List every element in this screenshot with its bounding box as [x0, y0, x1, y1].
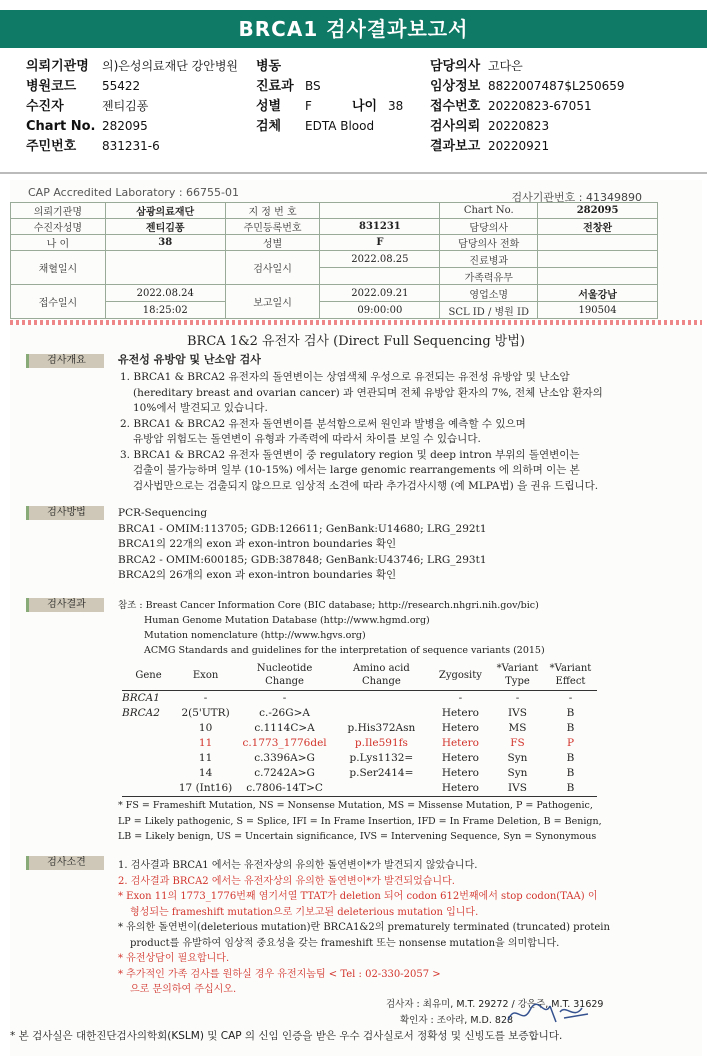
info-cell: 진료병과: [440, 251, 538, 268]
header-field-value: 젠티김퐁: [102, 99, 149, 113]
info-cell: 검사일시: [225, 251, 320, 285]
info-cell: 주민등록번호: [225, 219, 320, 235]
info-cell: 담당의사 전화: [440, 235, 538, 251]
header-field-label: 검체: [256, 119, 282, 134]
info-cell: 282095: [538, 203, 658, 219]
section-method-head: 검사방법: [26, 506, 104, 520]
finding-line: 형성되는 frameshift mutation으로 기보고된 deleterious mutation 입니다.: [130, 906, 479, 918]
info-cell: 담당의사: [440, 219, 538, 235]
info-cell: 2022.08.24: [105, 285, 225, 302]
header-field-value: 38: [388, 99, 404, 113]
table-cell: c.3396A>G: [254, 752, 315, 764]
table-cell: B: [544, 781, 597, 797]
header-field-value: 20220823-67051: [488, 99, 592, 113]
header-field-value: F: [305, 99, 312, 113]
legend-line: LP = Likely pathogenic, S = Splice, IFI = In Frame Insertion, IFD = In Frame Deletion, B = Benign,: [118, 815, 602, 827]
info-cell: 가족력유무: [440, 268, 538, 285]
header-field-value: EDTA Blood: [305, 119, 375, 133]
info-cell: [538, 268, 658, 285]
header-field-label: 진료과: [256, 79, 294, 94]
table-cell: FS: [510, 737, 525, 749]
method-line: BRCA2의 26개의 exon 과 exon-intron boundaries 확인: [118, 569, 397, 581]
header-field-label: 주민번호: [26, 139, 77, 154]
info-cell: 09:00:00: [320, 302, 440, 319]
table-row: [122, 766, 597, 781]
info-cell: 접수일시: [11, 285, 106, 319]
finding-line: * Exon 11의 1773_1776번째 염기서열 TTAT가 deletion 되어 codon 612번째에서 stop codon(TAA) 이: [118, 891, 598, 902]
table-cell: IVS: [491, 781, 544, 797]
table-cell: Hetero: [441, 767, 479, 779]
table-cell: p.His372Asn: [347, 722, 416, 734]
reference-line: ACMG Standards and guidelines for the interpretation of sequence variants (2015): [144, 645, 545, 656]
info-cell: 서울강남: [538, 285, 658, 302]
table-cell: 10: [198, 722, 213, 734]
report-title: BRCA1 검사결과보고서: [0, 10, 707, 48]
table-cell: BRCA2: [122, 707, 160, 719]
table-cell: [333, 706, 430, 721]
table-cell: [333, 781, 430, 797]
header-field-value: 고다은: [488, 59, 523, 73]
table-cell: -: [458, 692, 463, 704]
header-field-value: 55422: [102, 79, 141, 93]
info-cell: Chart No.: [440, 203, 538, 219]
overview-line: 유방암 위험도는 돌연변이 유형과 가족력에 따라서 차이를 보일 수 있습니다.: [133, 433, 481, 445]
overview-title: 유전성 유방암 및 난소암 검사: [118, 353, 261, 366]
cap-accreditation: CAP Accredited Laboratory : 66755-01: [28, 186, 239, 199]
header-field-label: 담당의사: [430, 59, 481, 74]
overview-line: 검사법만으로는 검출되지 않으므로 임상적 소견에 따라 추가검사시행 (예 MLPA법) 을 권유 드립니다.: [133, 479, 599, 492]
table-cell: [122, 766, 175, 781]
table-cell: 11: [198, 752, 213, 764]
info-cell: [538, 235, 658, 251]
section-findings-head: 검사소견: [26, 856, 104, 870]
table-row: [122, 706, 597, 721]
col-header: Amino acid Change: [333, 660, 430, 691]
table-cell: [122, 781, 175, 797]
header-field-value: 의)은성의료재단 강안병원: [102, 59, 239, 73]
info-cell: 831231: [320, 219, 440, 235]
col-header: Nucleotide Change: [236, 660, 333, 691]
table-cell: Hetero: [441, 722, 479, 734]
method-line: BRCA1의 22개의 exon 과 exon-intron boundaries 확인: [118, 538, 397, 550]
table-cell: B: [566, 767, 575, 779]
overview-line: (hereditary breast and ovarian cancer) 과 연관되며 전체 유방암 환자의 7%, 전체 난소암 환자의: [133, 386, 603, 399]
table-cell: [122, 751, 175, 766]
table-cell: MS: [508, 722, 527, 734]
header-field-label: 병동: [256, 59, 282, 74]
section-result-head: 검사결과: [26, 598, 104, 612]
divider: [0, 172, 707, 174]
table-cell: 17 (Int16): [175, 781, 236, 797]
legend-line: * FS = Frameshift Mutation, NS = Nonsense Mutation, MS = Missense Mutation, P = Pathogenic,: [118, 800, 593, 811]
table-cell: c.1114C>A: [254, 722, 315, 734]
confirmer-name: 확인자 : 조아라, M.D. 828: [400, 1015, 514, 1026]
table-cell: B: [566, 707, 575, 719]
info-cell: 삼광의료재단: [105, 203, 225, 219]
finding-line: 1. 검사결과 BRCA1 에서는 유전자상의 유의한 돌연변이*가 발견되지 않았습니다.: [118, 860, 478, 871]
section-overview-head: 검사개요: [26, 354, 104, 368]
table-row: [122, 721, 597, 736]
variant-table: [122, 660, 597, 797]
table-cell: 11: [198, 737, 213, 749]
table-row: [122, 751, 597, 766]
finding-line: 2. 검사결과 BRCA2 에서는 유전자상의 유의한 돌연변이*가 발견되었습니다.: [118, 875, 455, 887]
header-field-label: 임상정보: [430, 79, 481, 94]
table-cell: -: [568, 692, 573, 704]
info-cell: 채혈일시: [11, 251, 106, 285]
table-row: [122, 736, 597, 751]
test-title-main: BRCA 1&2 유전자 검사: [187, 334, 329, 349]
table-cell: Syn: [507, 752, 528, 764]
header-field-label: 수진자: [26, 99, 64, 114]
header-field-label: 성별: [256, 99, 282, 114]
table-cell: Syn: [507, 767, 528, 779]
info-cell: [538, 251, 658, 268]
finding-line: product를 유발하여 임상적 중요성을 갖는 frameshift 또는 nonsense mutation을 의미합니다.: [130, 937, 560, 949]
col-header: *Variant Effect: [544, 660, 597, 691]
header-field-label: 의뢰기관명: [26, 59, 89, 74]
table-cell: c.7242A>G: [254, 767, 315, 779]
header-field-value: 20220823: [488, 119, 550, 133]
header-field-label: 나이: [352, 99, 378, 114]
method-line: BRCA2 - OMIM:600185; GDB:387848; GenBank:U43746; LRG_293t1: [118, 553, 487, 566]
table-row: [122, 781, 597, 797]
tester-names: 검사자 : 최유미, M.T. 29272 / 강은주, M.T. 31629: [386, 999, 604, 1010]
certification-note: * 본 검사실은 대한진단검사의학회(KSLM) 및 CAP 의 신임 인증을 받은 우수 검사실로서 정확성 및 신빙도를 보증합니다.: [10, 1030, 563, 1042]
info-cell: 나 이: [11, 235, 106, 251]
overview-line: 1. BRCA1 & BRCA2 유전자의 돌연변이는 상염색체 우성으로 유전되는 유전성 유방암 및 난소암: [120, 371, 570, 383]
info-cell: 젠티김퐁: [105, 219, 225, 235]
info-cell: 보고일시: [225, 285, 320, 319]
test-title-sub: (Direct Full Sequencing 방법): [333, 334, 525, 349]
reference-line: Human Genome Mutation Database (http://www.hgmd.org): [144, 615, 430, 626]
finding-line: * 유의한 돌연변이(deleterious mutation)란 BRCA1&2의 prematurely terminated (truncated) protein: [118, 922, 610, 933]
table-cell: c.1773_1776del: [242, 737, 327, 749]
patient-info-table: [10, 202, 658, 319]
info-cell: 의뢰기관명: [11, 203, 106, 219]
info-cell: SCL ID / 병원 ID: [440, 302, 538, 319]
table-cell: BRCA1: [122, 692, 160, 704]
section-stripe: [10, 320, 702, 325]
table-cell: [122, 736, 175, 751]
col-header: Zygosity: [430, 660, 491, 691]
info-cell: 190504: [538, 302, 658, 319]
overview-line: 3. BRCA1 & BRCA2 유전자 돌연변이 중 regulatory region 및 deep intron 부위의 돌연변이는: [120, 448, 580, 461]
col-header: Gene: [122, 660, 175, 691]
info-cell: 18:25:02: [105, 302, 225, 319]
table-cell: c.-26G>A: [259, 707, 311, 719]
header-field-label: Chart No.: [26, 119, 96, 134]
header-field-label: 접수번호: [430, 99, 481, 114]
info-cell: 수진자성명: [11, 219, 106, 235]
header-field-label: 검사의뢰: [430, 119, 481, 134]
table-cell: IVS: [508, 707, 527, 719]
method-line: BRCA1 - OMIM:113705; GDB:126611; GenBank:U14680; LRG_292t1: [118, 522, 487, 535]
table-cell: 14: [198, 767, 213, 779]
info-cell: [320, 203, 440, 219]
table-cell: Hetero: [441, 707, 479, 719]
info-cell: 2022.09.21: [320, 285, 440, 302]
finding-line: * 추가적인 가족 검사를 원하실 경우 유전지놈팀 < Tel : 02-330-2057 >: [118, 968, 441, 980]
info-cell: 2022.08.25: [320, 251, 440, 268]
reference-line: Mutation nomenclature (http://www.hgvs.org): [144, 630, 366, 641]
header-field-label: 결과보고: [430, 139, 481, 154]
table-cell: B: [566, 722, 575, 734]
finding-line: * 유전상담이 필요합니다.: [118, 953, 230, 964]
test-title: [10, 330, 702, 349]
table-cell: Hetero: [430, 781, 491, 797]
table-cell: Hetero: [441, 752, 479, 764]
info-cell: 38: [105, 235, 225, 251]
info-cell: [320, 268, 440, 285]
info-cell: 지 정 번 호: [225, 203, 320, 219]
info-cell: 성별: [225, 235, 320, 251]
header-field-value: BS: [305, 79, 321, 93]
table-cell: [333, 691, 430, 707]
table-cell: P: [566, 737, 575, 749]
table-cell: 2(5'UTR): [181, 707, 230, 719]
col-header: Exon: [175, 660, 236, 691]
lab-reg-number: 검사기관번호 : 41349890: [511, 191, 642, 204]
table-cell: [122, 721, 175, 736]
table-cell: -: [515, 692, 520, 704]
overview-line: 2. BRCA1 & BRCA2 유전자 돌연변이를 분석함으로써 원인과 발병을 예측할 수 있으며: [120, 417, 526, 430]
table-cell: -: [203, 692, 208, 704]
finding-line: 으로 문의하여 주십시오.: [130, 984, 237, 995]
info-cell: 영업소명: [440, 285, 538, 302]
header-field-label: 병원코드: [26, 79, 77, 94]
scanned-report: [10, 180, 702, 1056]
header-field-value: 282095: [102, 119, 148, 133]
table-cell: p.Ile591fs: [354, 737, 408, 749]
header-field-value: 831231-6: [102, 139, 160, 153]
method-line: PCR-Sequencing: [118, 507, 208, 519]
overview-line: 10%에서 발견되고 있습니다.: [133, 402, 268, 414]
table-row: [122, 691, 597, 707]
overview-line: 검출이 불가능하며 일부 (10-15%) 에서는 large genomic rearrangements 에 의하며 이는 본: [133, 464, 580, 476]
legend-line: LB = Likely benign, US = Uncertain significance, IVS = Intervening Sequence, Syn = Synonymous: [118, 831, 597, 842]
info-cell: 전창완: [538, 219, 658, 235]
header-field-value: 20220921: [488, 139, 550, 153]
table-cell: Hetero: [441, 737, 479, 749]
header-field-value: 8822007487$L250659: [488, 79, 625, 93]
table-cell: B: [566, 752, 575, 764]
table-cell: c.7806-14T>C: [236, 781, 333, 797]
table-cell: p.Ser2414=: [349, 767, 414, 779]
table-cell: p.Lys1132=: [349, 752, 414, 764]
col-header: *Variant Type: [491, 660, 544, 691]
signature-image: [504, 998, 594, 1028]
info-cell: F: [320, 235, 440, 251]
reference-line: 참조 : Breast Cancer Information Core (BIC database; http://research.nhgri.nih.gov/bic): [118, 600, 539, 611]
table-cell: -: [282, 692, 287, 704]
info-cell: [105, 251, 225, 285]
